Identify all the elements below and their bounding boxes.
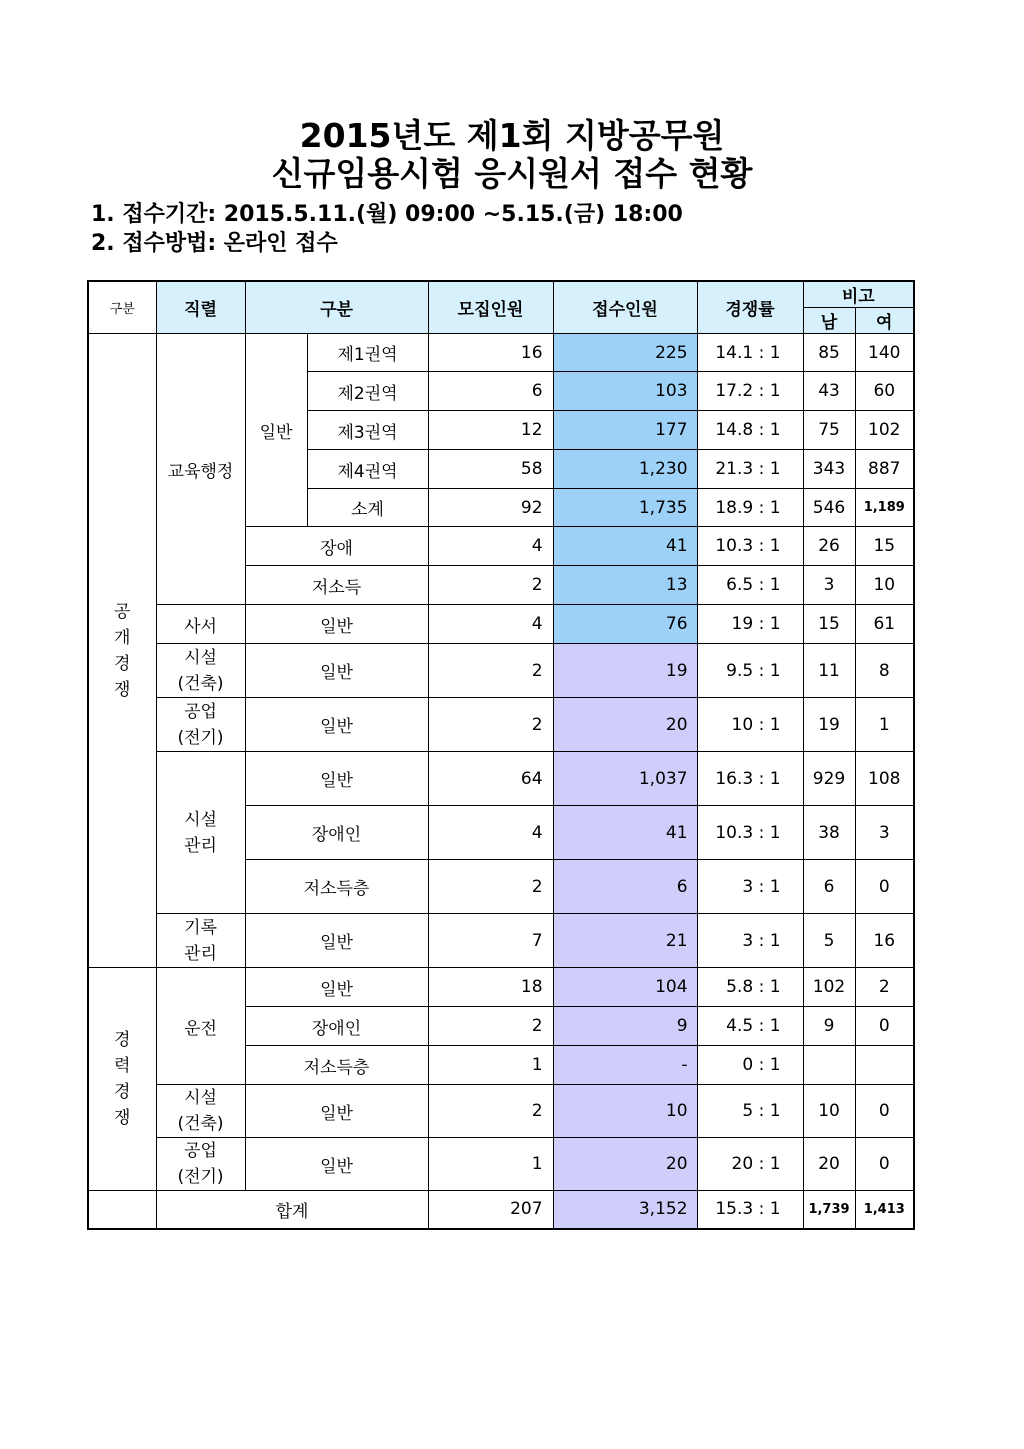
row-male: 343 [803,450,855,489]
row-female: 1 [855,698,914,752]
row-ratio: 9.5 : 1 [697,644,803,698]
row-female: 15 [855,527,914,566]
header-ratio: 경쟁률 [697,281,803,334]
row-category: 장애인 [245,1007,428,1046]
header-female: 여 [855,308,914,334]
row-female: 0 [855,860,914,914]
row-recruit: 16 [428,334,553,372]
row-category: 저소득층 [245,860,428,914]
row-male: 9 [803,1007,855,1046]
row-ratio: 3 : 1 [697,914,803,968]
row-category: 일반 [245,644,428,698]
row-male: 85 [803,334,855,372]
header-group: 구분 [88,281,156,334]
row-recruit: 2 [428,1007,553,1046]
row-male: 11 [803,644,855,698]
row-recruit: 2 [428,860,553,914]
row-category: 제2권역 [307,372,428,411]
application-status-table [87,280,915,1230]
position-librarian: 사서 [156,605,245,644]
row-male: 10 [803,1085,855,1138]
row-recruit: 2 [428,1085,553,1138]
row-ratio: 10 : 1 [697,698,803,752]
row-ratio: 10.3 : 1 [697,527,803,566]
row-applicants: 177 [553,411,697,450]
row-category: 일반 [245,605,428,644]
row-male: 38 [803,806,855,860]
row-applicants: 76 [553,605,697,644]
row-ratio: 14.1 : 1 [697,334,803,372]
row-applicants: 104 [553,968,697,1007]
row-recruit: 6 [428,372,553,411]
row-recruit: 7 [428,914,553,968]
total-male: 1,739 [803,1191,855,1229]
row-female: 108 [855,752,914,806]
row-recruit: 92 [428,489,553,527]
row-male [803,1046,855,1085]
row-applicants: 1,735 [553,489,697,527]
row-category: 일반 [245,914,428,968]
row-applicants: 20 [553,698,697,752]
total-recruit: 207 [428,1191,553,1229]
header-applicants: 접수인원 [553,281,697,334]
row-female: 10 [855,566,914,605]
row-category: 일반 [245,1085,428,1138]
row-male: 5 [803,914,855,968]
row-male: 43 [803,372,855,411]
row-applicants: 21 [553,914,697,968]
row-applicants: 20 [553,1138,697,1191]
row-applicants: 6 [553,860,697,914]
row-male: 929 [803,752,855,806]
row-female: 887 [855,450,914,489]
row-ratio: 5.8 : 1 [697,968,803,1007]
header-category: 구분 [245,281,428,334]
row-male: 19 [803,698,855,752]
row-category: 일반 [245,698,428,752]
group-career: 경 력 경 쟁 [88,968,156,1191]
row-applicants: 225 [553,334,697,372]
total-ratio: 15.3 : 1 [697,1191,803,1229]
total-female: 1,413 [855,1191,914,1229]
header-recruit: 모집인원 [428,281,553,334]
position-career-industry-elec: 공업 (전기) [156,1138,245,1191]
position-career-facility-arch: 시설 (건축) [156,1085,245,1138]
row-category: 장애 [245,527,428,566]
position-records-mgmt: 기록 관리 [156,914,245,968]
total-blank [88,1191,156,1229]
row-applicants: 9 [553,1007,697,1046]
row-category: 일반 [245,752,428,806]
row-female: 0 [855,1085,914,1138]
row-applicants: 103 [553,372,697,411]
row-male: 75 [803,411,855,450]
row-category: 소계 [307,489,428,527]
row-applicants: 41 [553,527,697,566]
page-title-line1: 2015년도 제1회 지방공무원 [299,116,725,155]
position-driving: 운전 [156,968,245,1085]
row-ratio: 21.3 : 1 [697,450,803,489]
position-edu: 교육행정 [156,334,245,605]
row-female: 140 [855,334,914,372]
reception-period: 1. 접수기간: 2015.5.11.(월) 09:00 ~5.15.(금) 18:00 [91,202,683,227]
row-recruit: 2 [428,644,553,698]
row-recruit: 64 [428,752,553,806]
row-male: 3 [803,566,855,605]
row-applicants: - [553,1046,697,1085]
row-category: 저소득층 [245,1046,428,1085]
row-category: 제3권역 [307,411,428,450]
total-label: 합계 [156,1191,428,1229]
row-recruit: 4 [428,527,553,566]
row-category: 제4권역 [307,450,428,489]
row-female: 61 [855,605,914,644]
row-female: 0 [855,1007,914,1046]
row-ratio: 20 : 1 [697,1138,803,1191]
reception-method: 2. 접수방법: 온라인 접수 [91,231,338,256]
row-ratio: 19 : 1 [697,605,803,644]
row-applicants: 41 [553,806,697,860]
row-female: 8 [855,644,914,698]
row-ratio: 10.3 : 1 [697,806,803,860]
row-category: 제1권역 [307,334,428,372]
position-facility-arch: 시설 (건축) [156,644,245,698]
row-female [855,1046,914,1085]
row-category: 일반 [245,968,428,1007]
row-ratio: 18.9 : 1 [697,489,803,527]
row-ratio: 5 : 1 [697,1085,803,1138]
page-title-line2: 신규임용시험 응시원서 접수 현황 [271,154,753,193]
row-female: 102 [855,411,914,450]
row-female: 3 [855,806,914,860]
row-recruit: 58 [428,450,553,489]
group-open: 공 개 경 쟁 [88,334,156,968]
header-male: 남 [803,308,855,334]
header-remarks: 비고 [803,281,914,308]
row-female: 2 [855,968,914,1007]
subgroup-general: 일반 [245,334,307,527]
row-applicants: 13 [553,566,697,605]
row-recruit: 12 [428,411,553,450]
row-recruit: 1 [428,1138,553,1191]
row-recruit: 1 [428,1046,553,1085]
row-ratio: 4.5 : 1 [697,1007,803,1046]
row-male: 15 [803,605,855,644]
row-applicants: 1,037 [553,752,697,806]
row-male: 102 [803,968,855,1007]
row-female: 1,189 [855,489,914,527]
row-recruit: 2 [428,566,553,605]
row-male: 26 [803,527,855,566]
row-applicants: 1,230 [553,450,697,489]
row-male: 20 [803,1138,855,1191]
row-ratio: 6.5 : 1 [697,566,803,605]
header-position: 직렬 [156,281,245,334]
row-category: 장애인 [245,806,428,860]
row-category: 저소득 [245,566,428,605]
row-female: 60 [855,372,914,411]
row-recruit: 4 [428,605,553,644]
row-male: 6 [803,860,855,914]
row-female: 0 [855,1138,914,1191]
row-recruit: 2 [428,698,553,752]
row-ratio: 14.8 : 1 [697,411,803,450]
row-category: 일반 [245,1138,428,1191]
row-recruit: 18 [428,968,553,1007]
row-recruit: 4 [428,806,553,860]
row-applicants: 10 [553,1085,697,1138]
row-ratio: 16.3 : 1 [697,752,803,806]
row-ratio: 0 : 1 [697,1046,803,1085]
position-industry-elec: 공업 (전기) [156,698,245,752]
row-applicants: 19 [553,644,697,698]
row-ratio: 3 : 1 [697,860,803,914]
row-female: 16 [855,914,914,968]
row-ratio: 17.2 : 1 [697,372,803,411]
position-facility-mgmt: 시설 관리 [156,752,245,914]
row-male: 546 [803,489,855,527]
total-applicants: 3,152 [553,1191,697,1229]
